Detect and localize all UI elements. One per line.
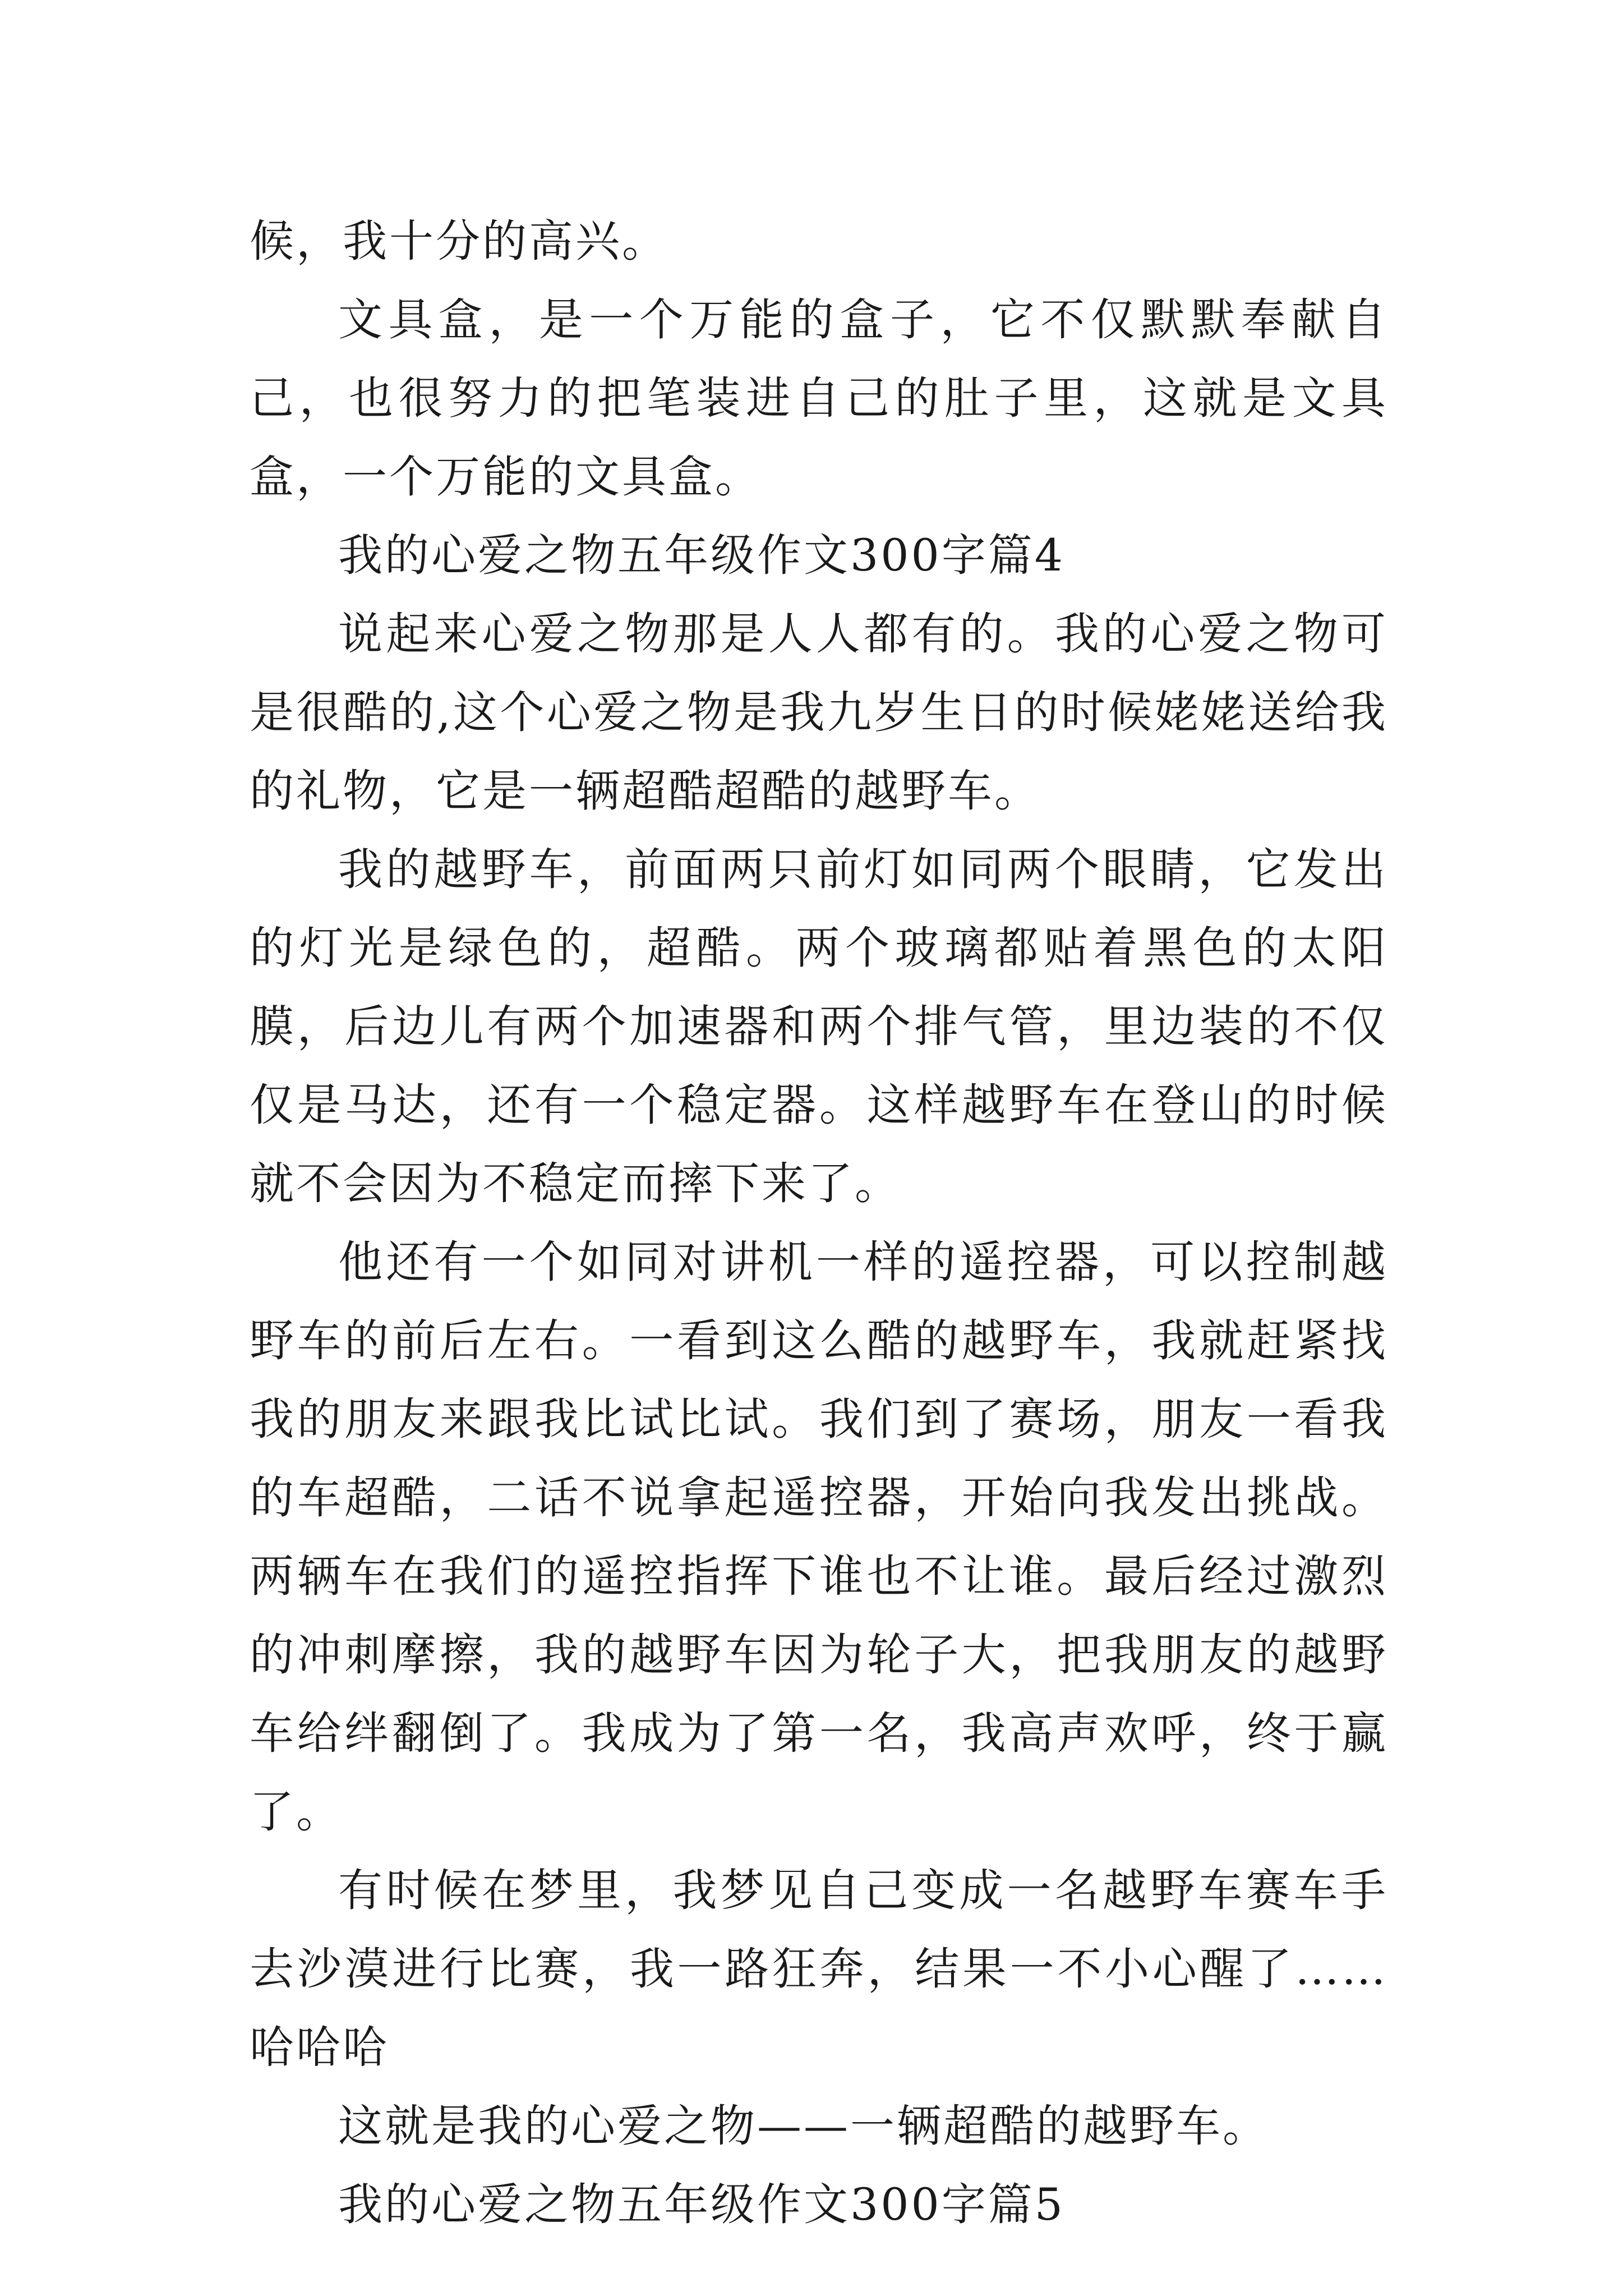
essay-heading: 我的心爱之物五年级作文300字篇4	[338, 530, 1066, 581]
paragraph: 我的越野车，前面两只前灯如同两个眼睛，它发出的灯光是绿色的，超酷。两个玻璃都贴着黑色的太阳膜，后边儿有两个加速器和两个排气管，里边装的不仅仅是马达，还有一个稳定器。这样越野车在登山的时候就不会因为不稳定而摔下来了。	[250, 844, 1388, 1209]
paragraph: 候，我十分的高兴。	[250, 215, 668, 267]
essay-heading: 我的心爱之物五年级作文300字篇5	[338, 2179, 1066, 2230]
paragraph: 这就是我的心爱之物——一辆超酷的越野车。	[338, 2100, 1269, 2152]
paragraph: 他还有一个如同对讲机一样的遥控器，可以控制越野车的前后左右。一看到这么酷的越野车，我就赶紧找我的朋友来跟我比试比试。我们到了赛场，朋友一看我的车超酷，二话不说拿起遥控器，开始向我发出挑战。两辆车在我们的遥控指挥下谁也不让谁。最后经过激烈的冲刺摩擦，我的越野车因为轮子大，把我朋友的越野车给绊翻倒了。我成为了第一名，我高声欢呼，终于赢了。	[250, 1236, 1388, 1838]
paragraph: 文具盒，是一个万能的盒子，它不仅默默奉献自己，也很努力的把笔装进自己的肚子里，这就是文具盒，一个万能的文具盒。	[250, 294, 1388, 503]
paragraph: 有时候在梦里，我梦见自己变成一名越野车赛车手去沙漠进行比赛，我一路狂奔，结果一不小心醒了……哈哈哈	[250, 1865, 1388, 2073]
document-body	[250, 202, 1388, 2244]
paragraph: 说起来心爱之物那是人人都有的。我的心爱之物可是很酷的,这个心爱之物是我九岁生日的时候姥姥送给我的礼物，它是一辆超酷超酷的越野车。	[250, 608, 1388, 817]
